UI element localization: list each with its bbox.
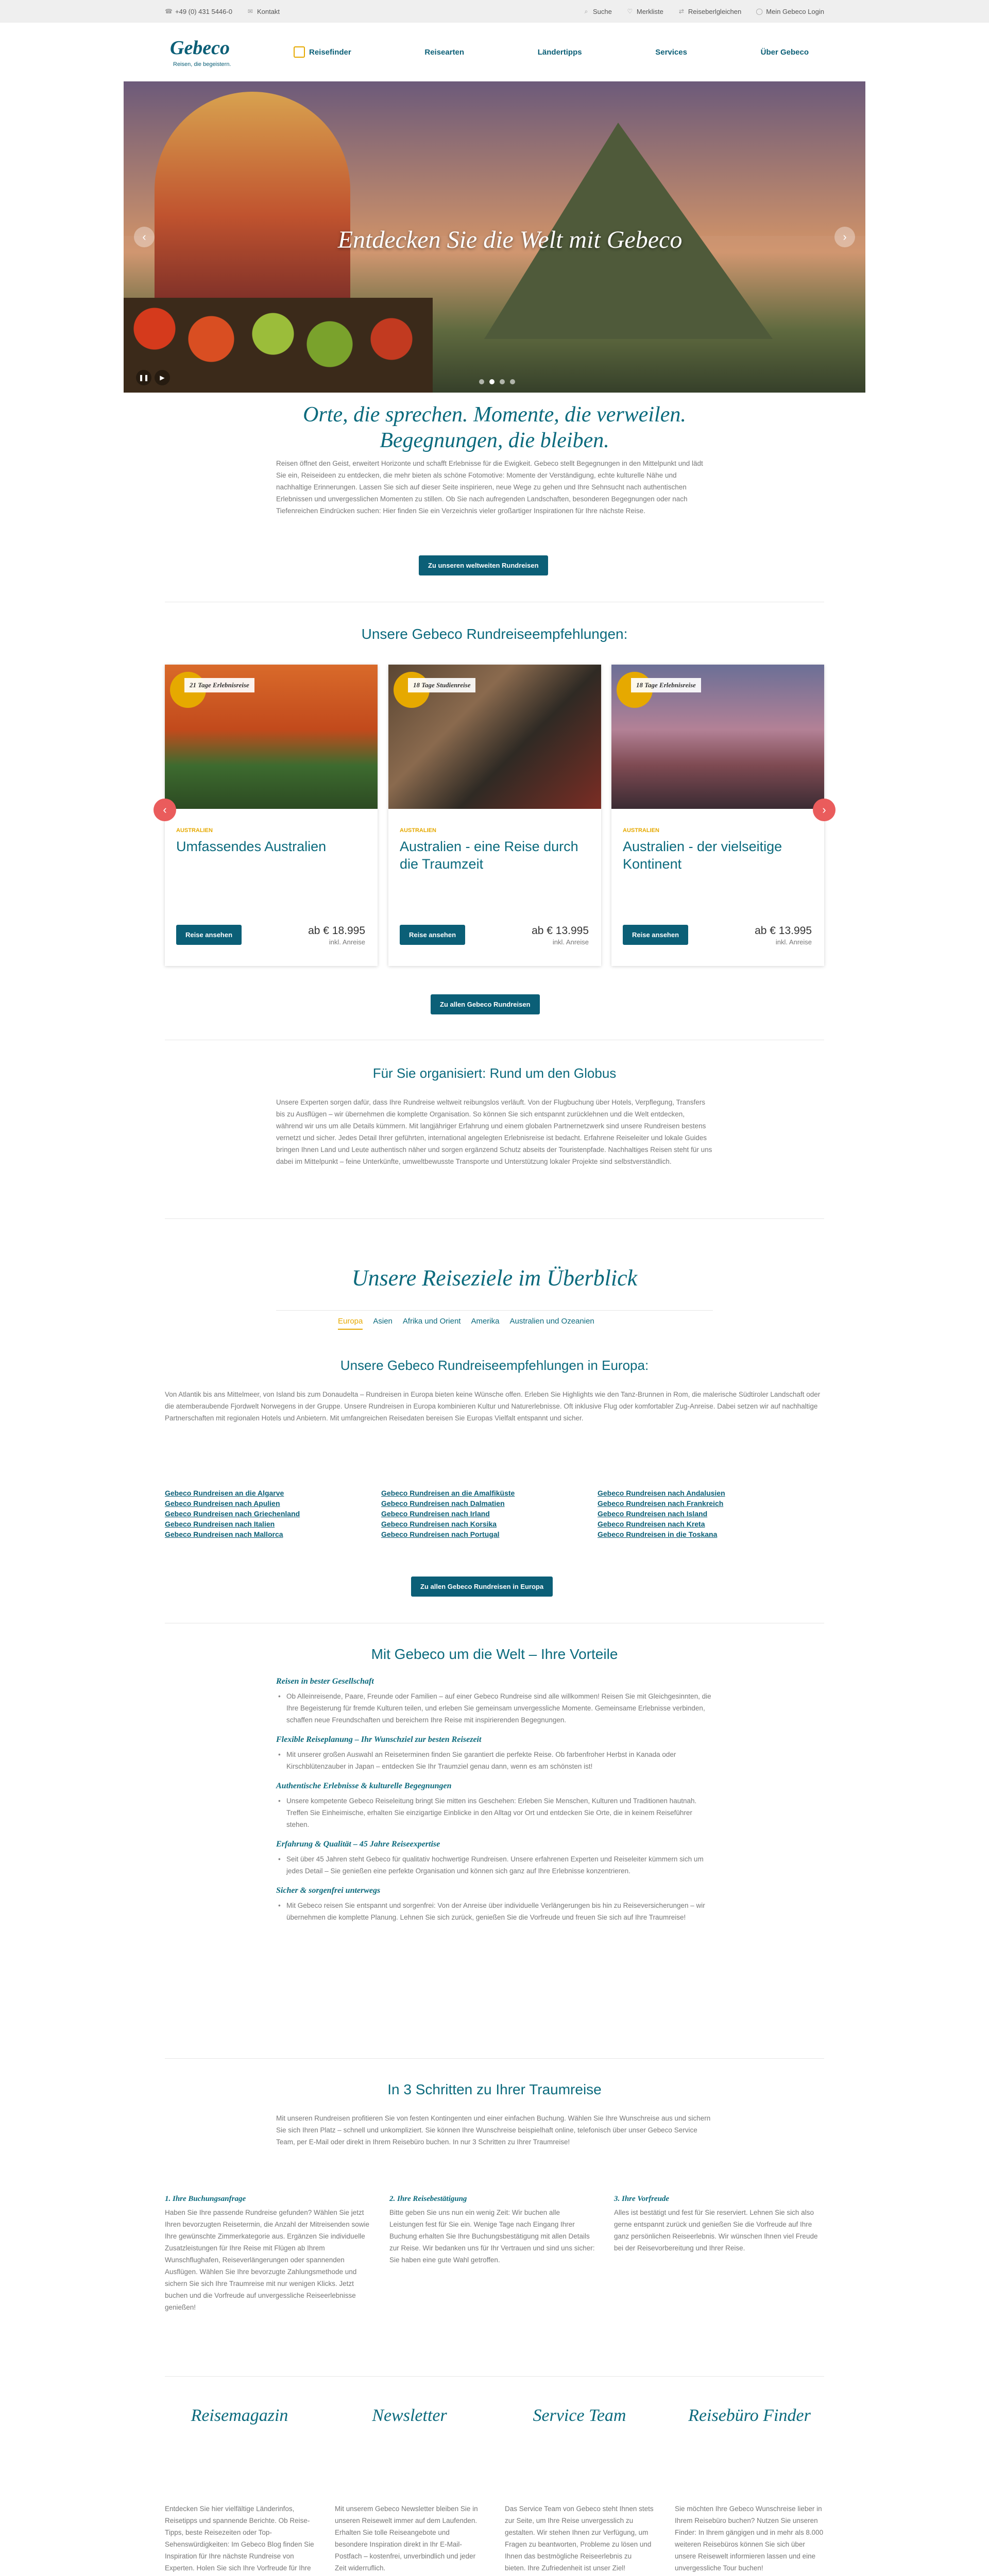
steps-intro: Mit unseren Rundreisen profitieren Sie von festen Kontingenten und einer einfachen Buchung. Wählen Sie Ihre Wunschreise aus und sichern Sie sich Ihren Platz – schnell und unkompliziert. Sie können Ihre Wunschreise beispielhaft online, telefonisch über unser Gebeco Service Team, per E-Mail oder direkt in Ihrem Reisebüro buchen. In nur 3 Schritten zu Ihrer Traumreise!	[276, 2114, 711, 2146]
hero-dot[interactable]	[479, 379, 484, 384]
compare-link[interactable]: ⇄ Reiseberlgleichen	[678, 7, 742, 15]
hero-fruits-image	[124, 298, 433, 393]
hero-pagination	[479, 379, 515, 384]
nav-reisearten[interactable]: Reisearten	[424, 47, 465, 57]
chevron-left-icon: ‹	[142, 230, 146, 243]
gebeco-logo[interactable]: Gebeco Reisen, die begeistern.	[170, 37, 231, 67]
step-1: 1. Ihre Buchungsanfrage Haben Sie Ihre passende Rundreise gefunden? Wählen Sie jetzt Ihren bevorzugten Reisetermin, die Anzahl der Mitreisenden sowie Ihre gewünschte Zimmerkategorie aus. Ergänzen Sie individuelle Zusatzleistungen für Ihre Reise mit Flügen ab Ihrem Wunschflughafen, Reiseverlängerungen oder spannenden Ausflügen. Wählen Sie Ihre bevorzugte Zahlungsmethode und sichern Sie sich Ihre Traumreise mit nur wenigen Klicks. Jetzt buchen und die Vorfreude auf unvergessliche Reiseerlebnisse genießen!	[165, 2195, 369, 2311]
hero-title: Entdecken Sie die Welt mit Gebeco	[337, 226, 683, 253]
contact-link[interactable]: ✉ Kontakt	[247, 7, 280, 15]
service-team: Service Team Das Service Team von Gebeco steht Ihnen stets zur Seite, um Ihre Reise unvergesslich zu gestalten. Wir stehen Ihnen zur Verfügung, um Fragen zu beantworten, Probleme zu lösen und Ihnen das bestmögliche Reiseerlebnis zu bieten. Ihre Zufriedenheit ist unser Ziel!	[505, 2406, 654, 2572]
pause-icon: ❚❚	[138, 374, 149, 381]
chevron-right-icon: ›	[822, 803, 826, 816]
destination-link[interactable]: Gebeco Rundreisen nach Griechenland	[165, 1510, 300, 1518]
advantages-list: Reisen in bester Gesellschaft • Ob Alleinreisende, Paare, Freunde oder Familien – auf einer Gebeco Rundreise sind alle willkommen! Reisen Sie mit Gleichgesinnten, die Ihre Begeisterung für fremde Kulturen teilen, und erleben Sie gemeinsam unvergessliche Momente. Gemeinsame Erlebnisse verbinden, schaffen neue Freundschaften und bereichern Ihre Reise mit inspirierenden Begegnungen. Flexible Reiseplanung – Ihr Wunschziel zur besten Reisezeit • Mit unserer großen Auswahl an Reiseterminen finden Sie garantiert die perfekte Reise. Ob farbenfroher Herbst in Kanada oder Kirschblütenzauber in Japan – entdecken Sie Ihr Traumziel genau dann, wenn es am schönsten ist! Authentische Erlebnisse & kulturelle Begegnungen • Unsere kompetente Gebeco Reiseleitung bringt Sie mitten ins Geschehen: Erleben Sie Menschen, Kulturen und Traditionen hautnah. Treffen Sie Einheimische, erhalten Sie einzigartige Einblicke in den Alltag vor Ort und entdecken Sie Orte, die in keinem Reiseführer stehen. Erfahrung & Qualität – 45 Jahre Reiseexpertise • Seit über 45 Jahren steht Gebeco für qualitativ hochwertige Rundreisen. Unsere erfahrenen Experten und Reiseleiter kümmern sich um jedes Detail – Sie genießen eine perfekte Organisation und können sich ganz auf Ihre Erlebnisse konzentrieren. Sicher & sorgenfrei unterwegs • Mit Gebeco reisen Sie entspannt und sorgenfrei: Von der Anreise über individuelle Verlängerungen bis hin zu Reiseversicherungen – wir übernehmen die komplette Planung. Lehnen Sie sich zurück, genießen Sie die Vorfreude und freuen Sie sich auf Ihre Traumreise!	[276, 1677, 713, 1933]
nav-laendertipps[interactable]: Ländertipps	[537, 47, 582, 57]
tab-amerika[interactable]: Amerika	[471, 1317, 500, 1326]
tour-price: ab € 18.995 inkl. Anreise	[308, 925, 365, 946]
europe-subtitle: Unsere Gebeco Rundreiseempfehlungen in Europa:	[340, 1358, 649, 1373]
destination-link[interactable]: Gebeco Rundreisen nach Dalmatien	[381, 1499, 505, 1507]
intro-title: Orte, die sprechen. Momente, die verweilen. Begegnungen, die bleiben.	[303, 403, 686, 452]
hero-prev-button[interactable]	[134, 227, 155, 247]
advantages-title: Mit Gebeco um die Welt – Ihre Vorteile	[371, 1646, 618, 1662]
tour-image: 21 Tage Erlebnisreise	[165, 665, 378, 809]
heart-icon: ♡	[627, 8, 633, 15]
tour-card[interactable]: 18 Tage Erlebnisreise AUSTRALIEN Australien - der vielseitige Kontinent Reise ansehen ab € 13.995 inkl. Anreise	[611, 665, 824, 966]
tour-price: ab € 13.995 inkl. Anreise	[532, 925, 589, 946]
top-bar	[0, 0, 989, 23]
main-header	[165, 23, 824, 81]
destination-link[interactable]: Gebeco Rundreisen nach Kreta	[598, 1520, 705, 1528]
europe-tours-button[interactable]: Zu allen Gebeco Rundreisen in Europa	[411, 1577, 553, 1597]
step-2: 2. Ihre Reisebestätigung Bitte geben Sie uns nun ein wenig Zeit: Wir buchen alle Leistungen fest für Sie ein. Wenige Tage nach Eingang Ihrer Buchung erhalten Sie Ihre Buchungsbestätigung mit allen Details zur Reise. Wir bedanken uns für Ihr Vertrauen und sind uns sicher: Sie haben eine gute Wahl getroffen.	[389, 2195, 595, 2264]
play-icon: ▶	[160, 374, 165, 381]
organized-text: Unsere Experten sorgen dafür, dass Ihre Rundreise weltweit reibungslos verläuft. Von der Flugbuchung über Hotels, Verpflegung, Transfers bis zu Ausflügen – wir übernehmen die komplette Organisation. So können Sie sich entspannt zurücklehnen und die Welt entdecken, während wir uns um alle Details kümmern. Mit langjähriger Erfahrung und einem globalen Partnernetzwerk sind unsere Rundreisen bestens vernetzt und sicher. Jedes Detail Ihrer geführten, international angelegten Erlebnisreise ist bedacht. Erfahrene Reiseleiter und lokale Guides bringen Ihnen Land und Leute authentisch näher und sorgen ergänzend Schutz abseits der Touristenpfade. Nachhaltiges Reisen steht für uns dabei im Mittelpunkt – feine Unterkünfte, umweltbewusste Transporte und Unterstützung lokaler Projekte sind selbstverständlich.	[276, 1098, 712, 1165]
phone-link[interactable]: ☎ +49 (0) 431 5446-0	[165, 7, 232, 15]
destination-link[interactable]: Gebeco Rundreisen in die Toskana	[598, 1530, 718, 1538]
organized-title: Für Sie organisiert: Rund um den Globus	[372, 1065, 617, 1081]
carousel-prev-button[interactable]	[154, 799, 176, 821]
worldwide-tours-button[interactable]: Zu unseren weltweiten Rundreisen	[419, 555, 548, 575]
steps-title: In 3 Schritten zu Ihrer Traumreise	[387, 2081, 602, 2097]
destination-link[interactable]: Gebeco Rundreisen nach Irland	[381, 1510, 490, 1518]
chevron-right-icon: ›	[843, 230, 847, 243]
tab-australien-ozeanien[interactable]: Australien und Ozeanien	[509, 1317, 594, 1326]
divider	[165, 2058, 824, 2059]
hero-play-button[interactable]	[155, 370, 170, 385]
destination-link[interactable]: Gebeco Rundreisen nach Island	[598, 1510, 708, 1518]
login-link[interactable]: ◯ Mein Gebeco Login	[756, 7, 824, 15]
recommend-title: Unsere Gebeco Rundreiseempfehlungen:	[361, 626, 628, 642]
hero-dot-active[interactable]	[489, 379, 494, 384]
europe-text: Von Atlantik bis ans Mittelmeer, von Island bis zum Donaudelta – Rundreisen in Europa bieten keine Wünsche offen. Erleben Sie Highlights wie den Tanz-Brunnen in Rom, die malerische Südtiroler Landschaft oder die atemberaubende Fjordwelt Norwegens in der Gruppe. Unsere Rundreisen in Europa kombinieren Kultur und Naturerlebnisse. Oft inklusive Flug oder komfortabler Zug-Anreise. Dabei setzen wir auf nachhaltige Partnerschaften mit regionalen Hotels und Anbietern. Mit umfangreichen Reisedaten bereisen Sie Europas Vielfalt entspannt und sicher.	[165, 1391, 821, 1422]
hero-slider	[124, 81, 865, 393]
tour-card[interactable]: 18 Tage Studienreise AUSTRALIEN Australien - eine Reise durch die Traumzeit Reise ansehen ab € 13.995 inkl. Anreise	[388, 665, 601, 966]
carousel-next-button[interactable]	[813, 799, 835, 821]
step-3: 3. Ihre Vorfreude Alles ist bestätigt und fest für Sie reserviert. Lehnen Sie sich also gerne entspannt zurück und genießen Sie die Vorfreude auf Ihre ganz persönlichen Reiseerlebnis. Wir wünschen Ihnen viel Freude bei der Reisevorbereitung und Ihrer Reise.	[614, 2195, 818, 2252]
tour-view-button[interactable]: Reise ansehen	[176, 925, 242, 945]
user-icon: ◯	[756, 8, 763, 15]
divider	[276, 1310, 713, 1311]
tab-asien[interactable]: Asien	[373, 1317, 393, 1326]
destination-link[interactable]: Gebeco Rundreisen an die Algarve	[165, 1489, 284, 1497]
region-tabs	[338, 1314, 594, 1330]
nav-ueber-gebeco[interactable]: Über Gebeco	[760, 47, 809, 57]
tab-europa[interactable]: Europa	[338, 1314, 363, 1330]
hero-next-button[interactable]	[834, 227, 855, 247]
all-tours-button[interactable]: Zu allen Gebeco Rundreisen	[431, 994, 540, 1014]
service-reisebuero-finder: Reisebüro Finder Sie möchten Ihre Gebeco Wunschreise lieber in Ihrem Reisebüro buchen? Nutzen Sie unseren Finder: In Ihrem gängigen und in mehr als 8.000 weiteren Reisebüros können Sie sich über unsere Reisewelt informieren lassen und eine unvergessliche Tour buchen!	[675, 2406, 824, 2572]
destination-link[interactable]: Gebeco Rundreisen nach Frankreich	[598, 1499, 724, 1507]
phone-icon: ☎	[165, 8, 173, 15]
nav-reisefinder[interactable]: Reisefinder	[294, 46, 351, 58]
destination-link[interactable]: Gebeco Rundreisen nach Korsika	[381, 1520, 497, 1528]
tour-view-button[interactable]: Reise ansehen	[400, 925, 465, 945]
service-newsletter: Newsletter Mit unserem Gebeco Newsletter bleiben Sie in unseren Reisewelt immer auf dem Laufenden. Erhalten Sie tolle Reiseangebote und besondere Inspiration direkt in Ihr E-Mail-Postfach – kostenfrei, unverbindlich und jeder Zeit widerruflich.	[335, 2406, 478, 2572]
chevron-left-icon: ‹	[163, 803, 167, 816]
hero-dot[interactable]	[510, 379, 515, 384]
service-reisemagazin: Reisemagazin Entdecken Sie hier vielfältige Länderinfos, Reisetipps und spannende Berichte. Ob Reise-Tipps, beste Reisezeiten oder Top-Sehenswürdigkeiten: Im Gebeco Blog finden Sie Inspiration für Ihre nächste Rundreise von Experten. Holen Sie sich Ihre Vorfreude für Ihre	[165, 2406, 314, 2572]
destination-link[interactable]: Gebeco Rundreisen nach Apulien	[165, 1499, 280, 1507]
nav-services[interactable]: Services	[655, 47, 687, 57]
tour-card[interactable]: 21 Tage Erlebnisreise AUSTRALIEN Umfassendes Australien Reise ansehen ab € 18.995 inkl. Anreise	[165, 665, 378, 966]
mail-icon: ✉	[247, 8, 253, 15]
destination-link[interactable]: Gebeco Rundreisen nach Andalusien	[598, 1489, 725, 1497]
tab-afrika-orient[interactable]: Afrika und Orient	[402, 1317, 461, 1326]
wishlist-link[interactable]: ♡ Merkliste	[627, 7, 663, 15]
reisefinder-icon	[294, 46, 305, 58]
destination-link[interactable]: Gebeco Rundreisen nach Portugal	[381, 1530, 500, 1538]
tour-view-button[interactable]: Reise ansehen	[623, 925, 688, 945]
main-nav	[294, 46, 809, 58]
divider	[165, 2376, 824, 2377]
tour-price: ab € 13.995 inkl. Anreise	[755, 925, 812, 946]
search-link[interactable]: ⌕ Suche	[583, 8, 612, 15]
intro-text: Reisen öffnet den Geist, erweitert Horizonte und schafft Erlebnisse für die Ewigkeit. Gebeco stellt Begegnungen in den Mittelpunkt und lädt Sie ein, Reiseideen zu entdecken, die mehr bieten als schöne Fotomotive: Momente der Verständigung, echte kulturelle Nähe und nachhaltige Erinnerungen. Lassen Sie sich auf dieser Seite inspirieren, neue Wege zu gehen und Ihre Sehnsucht nach authentischen Erlebnissen und unvergesslichen Momenten zu stillen. Ob Sie nach aufregenden Landschaften, besonderen Begegnungen oder nach Tiefenreichen Eindrücken suchen: Hier finden Sie ein Verzeichnis vieler großartiger Inspirationen für Ihre nächste Reise.	[276, 460, 703, 515]
divider	[165, 1218, 824, 1219]
search-icon: ⌕	[584, 8, 588, 15]
destination-link[interactable]: Gebeco Rundreisen nach Italien	[165, 1520, 275, 1528]
europe-links	[165, 1489, 814, 1538]
hero-pause-button[interactable]	[136, 370, 151, 385]
hero-dot[interactable]	[500, 379, 505, 384]
tour-image: 18 Tage Studienreise	[388, 665, 601, 809]
tour-image: 18 Tage Erlebnisreise	[611, 665, 824, 809]
compare-icon: ⇄	[678, 8, 684, 15]
destination-link[interactable]: Gebeco Rundreisen nach Mallorca	[165, 1530, 283, 1538]
destination-link[interactable]: Gebeco Rundreisen an die Amalfiküste	[381, 1489, 515, 1497]
destinations-title: Unsere Reiseziele im Überblick	[351, 1265, 638, 1291]
